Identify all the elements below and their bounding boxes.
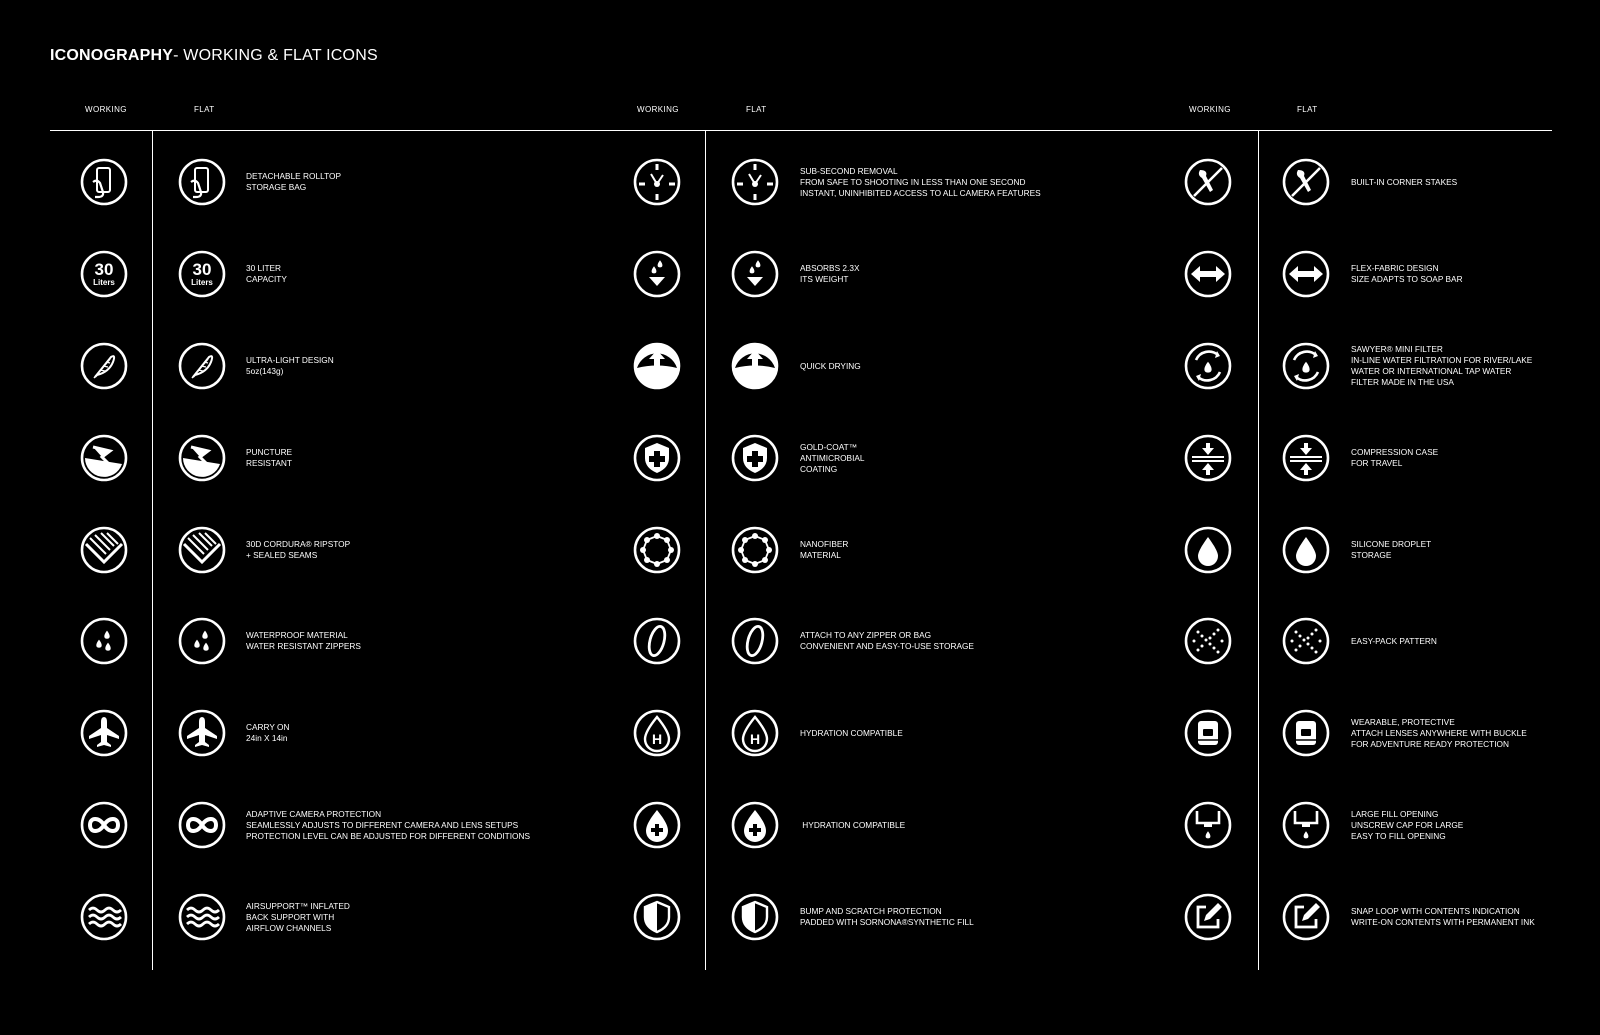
shield-cross-icon — [633, 434, 681, 482]
page-title-bold: ICONOGRAPHY — [50, 47, 174, 64]
feature-description: FLEX-FABRIC DESIGN SIZE ADAPTS TO SOAP BAR — [1351, 263, 1463, 284]
phone-hand-icon — [178, 158, 226, 206]
feature-description: PUNCTURE RESISTANT — [246, 447, 293, 468]
hydration-h-icon — [731, 709, 779, 757]
feature-description: BUILT-IN CORNER STAKES — [1351, 176, 1458, 187]
feature-description: ULTRA-LIGHT DESIGN 5oz(143g) — [246, 355, 334, 376]
filter-cycle-icon — [1282, 342, 1330, 390]
compression-icon — [1184, 434, 1232, 482]
double-arrow-icon — [1282, 250, 1330, 298]
airplane-icon — [80, 709, 128, 757]
feature-description: 30D CORDURA® RIPSTOP + SEALED SEAMS — [246, 539, 351, 560]
nanofiber-icon — [633, 526, 681, 574]
feature-description: ATTACH TO ANY ZIPPER OR BAG CONVENIENT AND EASY-TO-USE STORAGE — [800, 630, 974, 651]
nanofiber-icon — [731, 526, 779, 574]
icon-unit: Liters — [93, 278, 115, 287]
feature-description: AIRSUPPORT™ INFLATED BACK SUPPORT WITH AIRFLOW CHANNELS — [246, 900, 350, 933]
feature-description: EASY-PACK PATTERN — [1351, 635, 1437, 646]
header-flat-2: FLAT — [746, 105, 767, 114]
half-shield-icon — [633, 893, 681, 941]
column-divider-2 — [705, 130, 706, 970]
feature-description: GOLD-COAT™ ANTIMICROBIAL COATING — [800, 441, 865, 474]
lens-case-icon — [1184, 709, 1232, 757]
compression-icon — [1282, 434, 1330, 482]
icon-number: 30 — [94, 260, 114, 279]
icon-letter: H — [651, 731, 663, 747]
quick-dry-icon — [731, 342, 779, 390]
header-flat-1: FLAT — [194, 105, 215, 114]
feature-description: WEARABLE, PROTECTIVE ATTACH LENSES ANYWHERE WITH BUCKLE FOR ADVENTURE READY PROTECTION — [1351, 716, 1527, 749]
phone-hand-icon — [80, 158, 128, 206]
feature-description: SUB-SECOND REMOVAL FROM SAFE TO SHOOTING IN LESS THAN ONE SECOND INSTANT, UNINHIBITED ACCESS TO ALL CAMERA FEATURES — [800, 165, 1041, 198]
header-working-3: WORKING — [1189, 105, 1231, 114]
header-flat-3: FLAT — [1297, 105, 1318, 114]
feature-description: HYDRATION COMPATIBLE — [800, 819, 906, 830]
stopwatch-icon — [731, 158, 779, 206]
page-title-rest: - WORKING & FLAT ICONS — [173, 47, 378, 64]
feather-icon — [178, 342, 226, 390]
feature-description: BUMP AND SCRATCH PROTECTION PADDED WITH SORNONA®SYNTHETIC FILL — [800, 906, 974, 927]
write-on-icon — [1184, 893, 1232, 941]
carabiner-icon — [731, 617, 779, 665]
feature-description: WATERPROOF MATERIAL WATER RESISTANT ZIPPERS — [246, 630, 361, 651]
half-shield-icon — [731, 893, 779, 941]
stopwatch-icon — [633, 158, 681, 206]
feature-description: NANOFIBER MATERIAL — [800, 539, 849, 560]
feature-description: SNAP LOOP WITH CONTENTS INDICATION WRITE-ON CONTENTS WITH PERMANENT INK — [1351, 906, 1535, 927]
feature-description: QUICK DRYING — [800, 360, 861, 371]
absorb-icon — [633, 250, 681, 298]
column-divider-3 — [1258, 130, 1259, 970]
feature-description: 30 LITER CAPACITY — [246, 263, 287, 284]
hydration-h-icon — [633, 709, 681, 757]
write-on-icon — [1282, 893, 1330, 941]
infinity-icon — [80, 801, 128, 849]
lens-case-icon — [1282, 709, 1330, 757]
ripstop-icon — [178, 526, 226, 574]
feather-icon — [80, 342, 128, 390]
feature-description: CARRY ON 24in X 14in — [246, 722, 290, 743]
icon-number: 30 — [192, 260, 212, 279]
pattern-icon — [1282, 617, 1330, 665]
feature-description: SILICONE DROPLET STORAGE — [1351, 539, 1432, 560]
header-divider — [50, 130, 1552, 131]
feature-description: DETACHABLE ROLLTOP STORAGE BAG — [246, 171, 341, 192]
airplane-icon — [178, 709, 226, 757]
feature-description: SAWYER® MINI FILTER IN-LINE WATER FILTRATION FOR RIVER/LAKE WATER OR INTERNATIONAL TAP WATER FILTER MADE IN THE USA — [1351, 344, 1533, 387]
double-arrow-icon — [1184, 250, 1232, 298]
page-title — [50, 47, 378, 65]
water-drops-icon — [178, 617, 226, 665]
icon-letter: H — [749, 731, 761, 747]
hydration-plus-icon — [633, 801, 681, 849]
fill-opening-icon — [1184, 801, 1232, 849]
pattern-icon — [1184, 617, 1232, 665]
filter-cycle-icon — [1184, 342, 1232, 390]
infinity-icon — [178, 801, 226, 849]
thirty-liters-icon — [178, 250, 226, 298]
stake-icon — [1282, 158, 1330, 206]
droplet-icon — [1184, 526, 1232, 574]
droplet-icon — [1282, 526, 1330, 574]
puncture-icon — [178, 434, 226, 482]
header-working-1: WORKING — [85, 105, 127, 114]
absorb-icon — [731, 250, 779, 298]
icon-unit: Liters — [191, 278, 213, 287]
hydration-plus-icon — [731, 801, 779, 849]
shield-cross-icon — [731, 434, 779, 482]
carabiner-icon — [633, 617, 681, 665]
thirty-liters-icon — [80, 250, 128, 298]
column-divider-1 — [152, 130, 153, 970]
puncture-icon — [80, 434, 128, 482]
waves-icon — [178, 893, 226, 941]
ripstop-icon — [80, 526, 128, 574]
fill-opening-icon — [1282, 801, 1330, 849]
stake-icon — [1184, 158, 1232, 206]
feature-description: LARGE FILL OPENING UNSCREW CAP FOR LARGE EASY TO FILL OPENING — [1351, 808, 1464, 841]
quick-dry-icon — [633, 342, 681, 390]
water-drops-icon — [80, 617, 128, 665]
header-working-2: WORKING — [637, 105, 679, 114]
feature-description: ABSORBS 2.3X ITS WEIGHT — [800, 263, 860, 284]
feature-description: HYDRATION COMPATIBLE — [800, 727, 903, 738]
feature-description: COMPRESSION CASE FOR TRAVEL — [1351, 447, 1439, 468]
waves-icon — [80, 893, 128, 941]
feature-description: ADAPTIVE CAMERA PROTECTION SEAMLESSLY ADJUSTS TO DIFFERENT CAMERA AND LENS SETUPS PROTECTION LEVEL CAN BE ADJUSTED FOR DIFFERENT CONDITIONS — [246, 808, 530, 841]
